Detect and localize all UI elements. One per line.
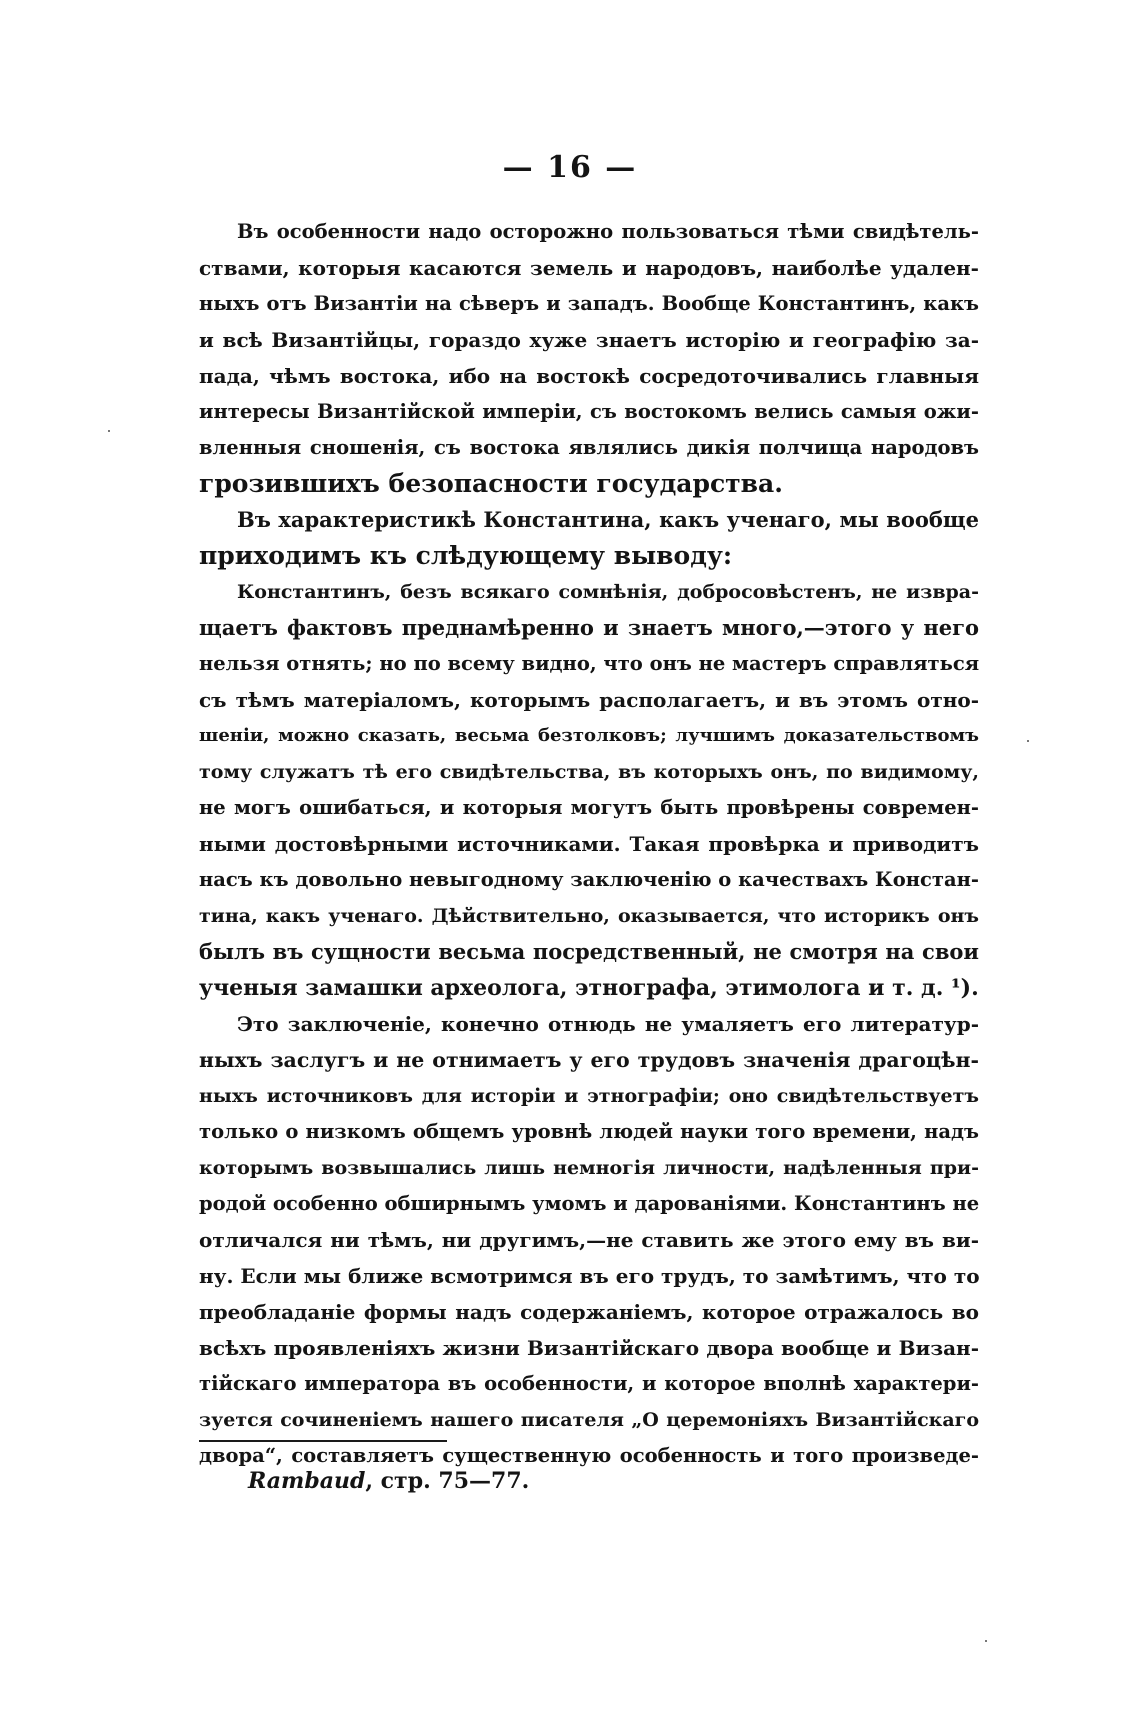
text-line: ныхъ отъ Византіи на сѣверъ и западъ. Вообще Константинъ, какъ [199, 292, 979, 315]
text-line: только о низкомъ общемъ уровнѣ людей науки того времени, надъ [199, 1120, 979, 1143]
text-line: былъ въ сущности весьма посредственный, не смотря на свои [199, 939, 979, 964]
text-line: не могъ ошибаться, и которыя могутъ быть провѣрены современ- [199, 796, 979, 819]
text-line: шеніи, можно сказать, весьма безтолковъ; лучшимъ доказательствомъ [199, 725, 979, 746]
footnote-rule [199, 1440, 447, 1442]
text-line: Это заключеніе, конечно отнюдь не умаляетъ его литератур- [237, 1012, 979, 1036]
scan-speck [985, 1640, 987, 1642]
page-number: — 16 — [502, 150, 638, 185]
text-line: родой особенно обширнымъ умомъ и дарованіями. Константинъ не [199, 1192, 980, 1215]
text-line: и всѣ Византійцы, гораздо хуже знаетъ исторію и географію за- [199, 328, 979, 352]
text-line: Въ характеристикѣ Константина, какъ ученаго, мы вообще [237, 507, 979, 532]
footnote-author: Rambaud [248, 1468, 366, 1494]
body-text [199, 214, 979, 1474]
text-line: вленныя сношенія, съ востока являлись дикія полчища народовъ [199, 436, 979, 459]
text-line: преобладаніе формы надъ содержаніемъ, которое отражалось во [199, 1300, 979, 1324]
text-line: тійскаго императора въ особенности, и которое вполнѣ характери- [199, 1372, 979, 1395]
paragraph [199, 214, 979, 502]
scan-speck [108, 430, 110, 432]
text-line: приходимъ къ слѣдующему выводу: [199, 541, 733, 570]
text-line: двора“, составляетъ существенную особенность и того произведе- [199, 1444, 979, 1467]
text-line: зуется сочиненіемъ нашего писателя „О церемоніяхъ Византійскаго [199, 1409, 979, 1431]
paragraph [199, 1006, 979, 1474]
footnote-text: , стр. 75—77. [365, 1468, 530, 1494]
text-line: съ тѣмъ матеріаломъ, которымъ располагаетъ, и въ этомъ отно- [199, 688, 979, 712]
text-line: интересы Византійской имперіи, съ востокомъ велись самыя ожи- [199, 400, 979, 423]
text-line: тому служатъ тѣ его свидѣтельства, въ которыхъ онъ, по видимому, [199, 761, 979, 783]
text-line: ну. Если мы ближе всмотримся въ его трудъ, то замѣтимъ, что то [199, 1264, 980, 1288]
text-line: ными достовѣрными источниками. Такая провѣрка и приводитъ [199, 832, 979, 856]
text-line: ныхъ источниковъ для исторіи и этнографіи; оно свидѣтельствуетъ [199, 1085, 979, 1107]
text-line: тина, какъ ученаго. Дѣйствительно, оказывается, что историкъ онъ [199, 905, 979, 927]
text-line: нельзя отнять; но по всему видно, что онъ не мастеръ справляться [199, 652, 980, 675]
text-line: щаетъ фактовъ преднамѣренно и знаетъ много,—этого у него [199, 615, 979, 640]
text-line: грозившихъ безопасности государства. [199, 469, 783, 498]
paragraph [199, 574, 979, 1006]
text-line: Въ особенности надо осторожно пользоваться тѣми свидѣтель- [237, 220, 979, 243]
text-line: всѣхъ проявленіяхъ жизни Византійскаго двора вообще и Визан- [199, 1336, 979, 1360]
paragraph [199, 502, 979, 574]
text-line: пада, чѣмъ востока, ибо на востокѣ сосредоточивались главныя [199, 364, 979, 388]
text-line: ствами, которыя касаются земель и народовъ, наиболѣе удален- [199, 256, 979, 280]
text-line: ныхъ заслугъ и не отнимаетъ у его трудовъ значенія драгоцѣн- [199, 1048, 979, 1072]
text-line: насъ къ довольно невыгодному заключенію о качествахъ Констан- [199, 868, 979, 891]
footnote [248, 1468, 529, 1494]
text-line: ученыя замашки археолога, этнографа, этимолога и т. д. ¹). [199, 975, 979, 1001]
text-line: Константинъ, безъ всякаго сомнѣнія, добросовѣстенъ, не извра- [237, 581, 979, 603]
text-line: которымъ возвышались лишь немногія личности, надѣленныя при- [199, 1157, 979, 1179]
text-line: отличался ни тѣмъ, ни другимъ,—не ставить же этого ему въ ви- [199, 1228, 979, 1252]
scan-speck [1027, 740, 1029, 742]
